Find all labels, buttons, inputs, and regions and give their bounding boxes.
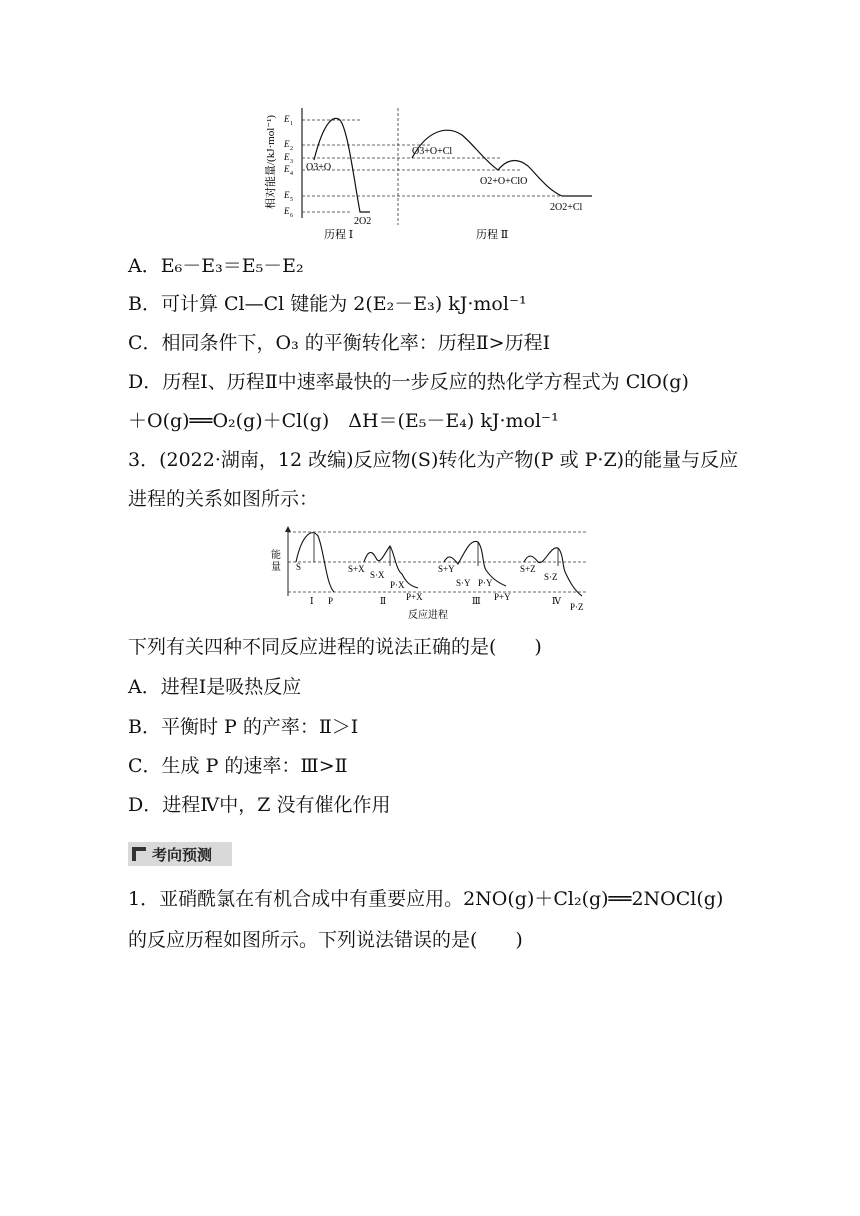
label-o3-o-cl: O3+O+Cl: [412, 146, 453, 157]
svg-text:E: E: [284, 114, 290, 124]
process-diagram-svg: [268, 524, 594, 622]
section-tag: [128, 842, 232, 866]
q1-line1: 1．亚硝酰氯在有机合成中有重要应用。2NO(g)＋Cl₂(g)══2NOCl(g): [128, 888, 724, 910]
y-label-1: 能: [271, 550, 281, 561]
svg-text:E: E: [284, 139, 290, 149]
svg-text:P+Y: P+Y: [494, 592, 511, 602]
svg-text:4: 4: [290, 171, 293, 177]
svg-text:2: 2: [290, 146, 293, 152]
path2-label: 历程 Ⅱ: [476, 229, 509, 241]
svg-text:S: S: [296, 562, 302, 572]
svg-text:E: E: [284, 164, 290, 174]
svg-text:S·X: S·X: [370, 570, 385, 580]
svg-text:6: 6: [290, 213, 293, 219]
svg-text:Ⅲ: Ⅲ: [472, 596, 481, 606]
q1-line2: 的反应历程如图所示。下列说法错误的是( ): [128, 929, 523, 951]
svg-text:3: 3: [290, 159, 293, 165]
q2-option-c: C．相同条件下，O₃ 的平衡转化率：历程Ⅱ>历程Ⅰ: [128, 332, 551, 354]
svg-text:Ⅱ: Ⅱ: [380, 596, 387, 606]
svg-text:Ⅰ: Ⅰ: [310, 596, 314, 606]
q3-option-b: B．平衡时 P 的产率：Ⅱ＞Ⅰ: [128, 716, 359, 738]
q3-question: 下列有关四种不同反应进程的说法正确的是( ): [128, 636, 542, 658]
y-axis-label: 相对能量/(kJ·mol⁻¹): [265, 114, 277, 210]
svg-text:S+Z: S+Z: [520, 564, 536, 574]
svg-text:S+Y: S+Y: [438, 564, 455, 574]
energy-diagram-processes: [268, 524, 594, 622]
q2-option-b: B．可计算 Cl—Cl 键能为 2(E₂－E₃) kJ·mol⁻¹: [128, 293, 527, 315]
svg-text:Ⅳ: Ⅳ: [552, 596, 561, 606]
svg-text:P·Y: P·Y: [478, 578, 493, 588]
energy-diagram-ozone: [262, 100, 602, 245]
q3-option-a: A．进程Ⅰ是吸热反应: [128, 676, 302, 698]
label-o2-o-clo: O2+O+ClO: [480, 176, 528, 187]
x-label: 反应进程: [408, 610, 448, 621]
path1-label: 历程 Ⅰ: [324, 229, 354, 241]
q3-stem-line1: 3．(2022·湖南，12 改编)反应物(S)转化为产物(P 或 P·Z)的能量与反应: [128, 449, 739, 471]
energy-diagram-svg: [262, 100, 602, 245]
q3-stem-line2: 进程的关系如图所示：: [128, 488, 319, 510]
svg-text:P: P: [328, 596, 334, 606]
q2-option-a: A．E₆－E₃＝E₅－E₂: [128, 255, 304, 277]
label-o3-o: O3+O: [306, 162, 332, 173]
q2-option-d-line1: D．历程Ⅰ、历程Ⅱ中速率最快的一步反应的热化学方程式为 ClO(g): [128, 371, 689, 393]
svg-text:E: E: [284, 190, 290, 200]
label-2o2-cl: 2O2+Cl: [550, 202, 583, 213]
section-title: 考向预测: [152, 845, 213, 864]
svg-text:P·Z: P·Z: [570, 602, 584, 612]
svg-text:S·Z: S·Z: [544, 572, 558, 582]
section-corner-icon: [132, 847, 146, 861]
q2-option-d-line2: ＋O(g)══O₂(g)＋Cl(g) ΔH＝(E₅－E₄) kJ·mol⁻¹: [128, 410, 559, 432]
svg-text:1: 1: [290, 121, 293, 127]
svg-text:5: 5: [290, 197, 293, 203]
svg-text:E: E: [284, 152, 290, 162]
q3-option-c: C．生成 P 的速率：Ⅲ>Ⅱ: [128, 755, 348, 777]
svg-text:S+X: S+X: [348, 564, 365, 574]
y-label-2: 量: [271, 562, 281, 573]
svg-text:P+X: P+X: [406, 592, 423, 602]
svg-text:P·X: P·X: [390, 580, 405, 590]
q3-option-d: D．进程Ⅳ中，Z 没有催化作用: [128, 794, 391, 816]
label-2o2: 2O2: [354, 216, 372, 227]
svg-text:E: E: [284, 206, 290, 216]
svg-text:S·Y: S·Y: [456, 578, 471, 588]
